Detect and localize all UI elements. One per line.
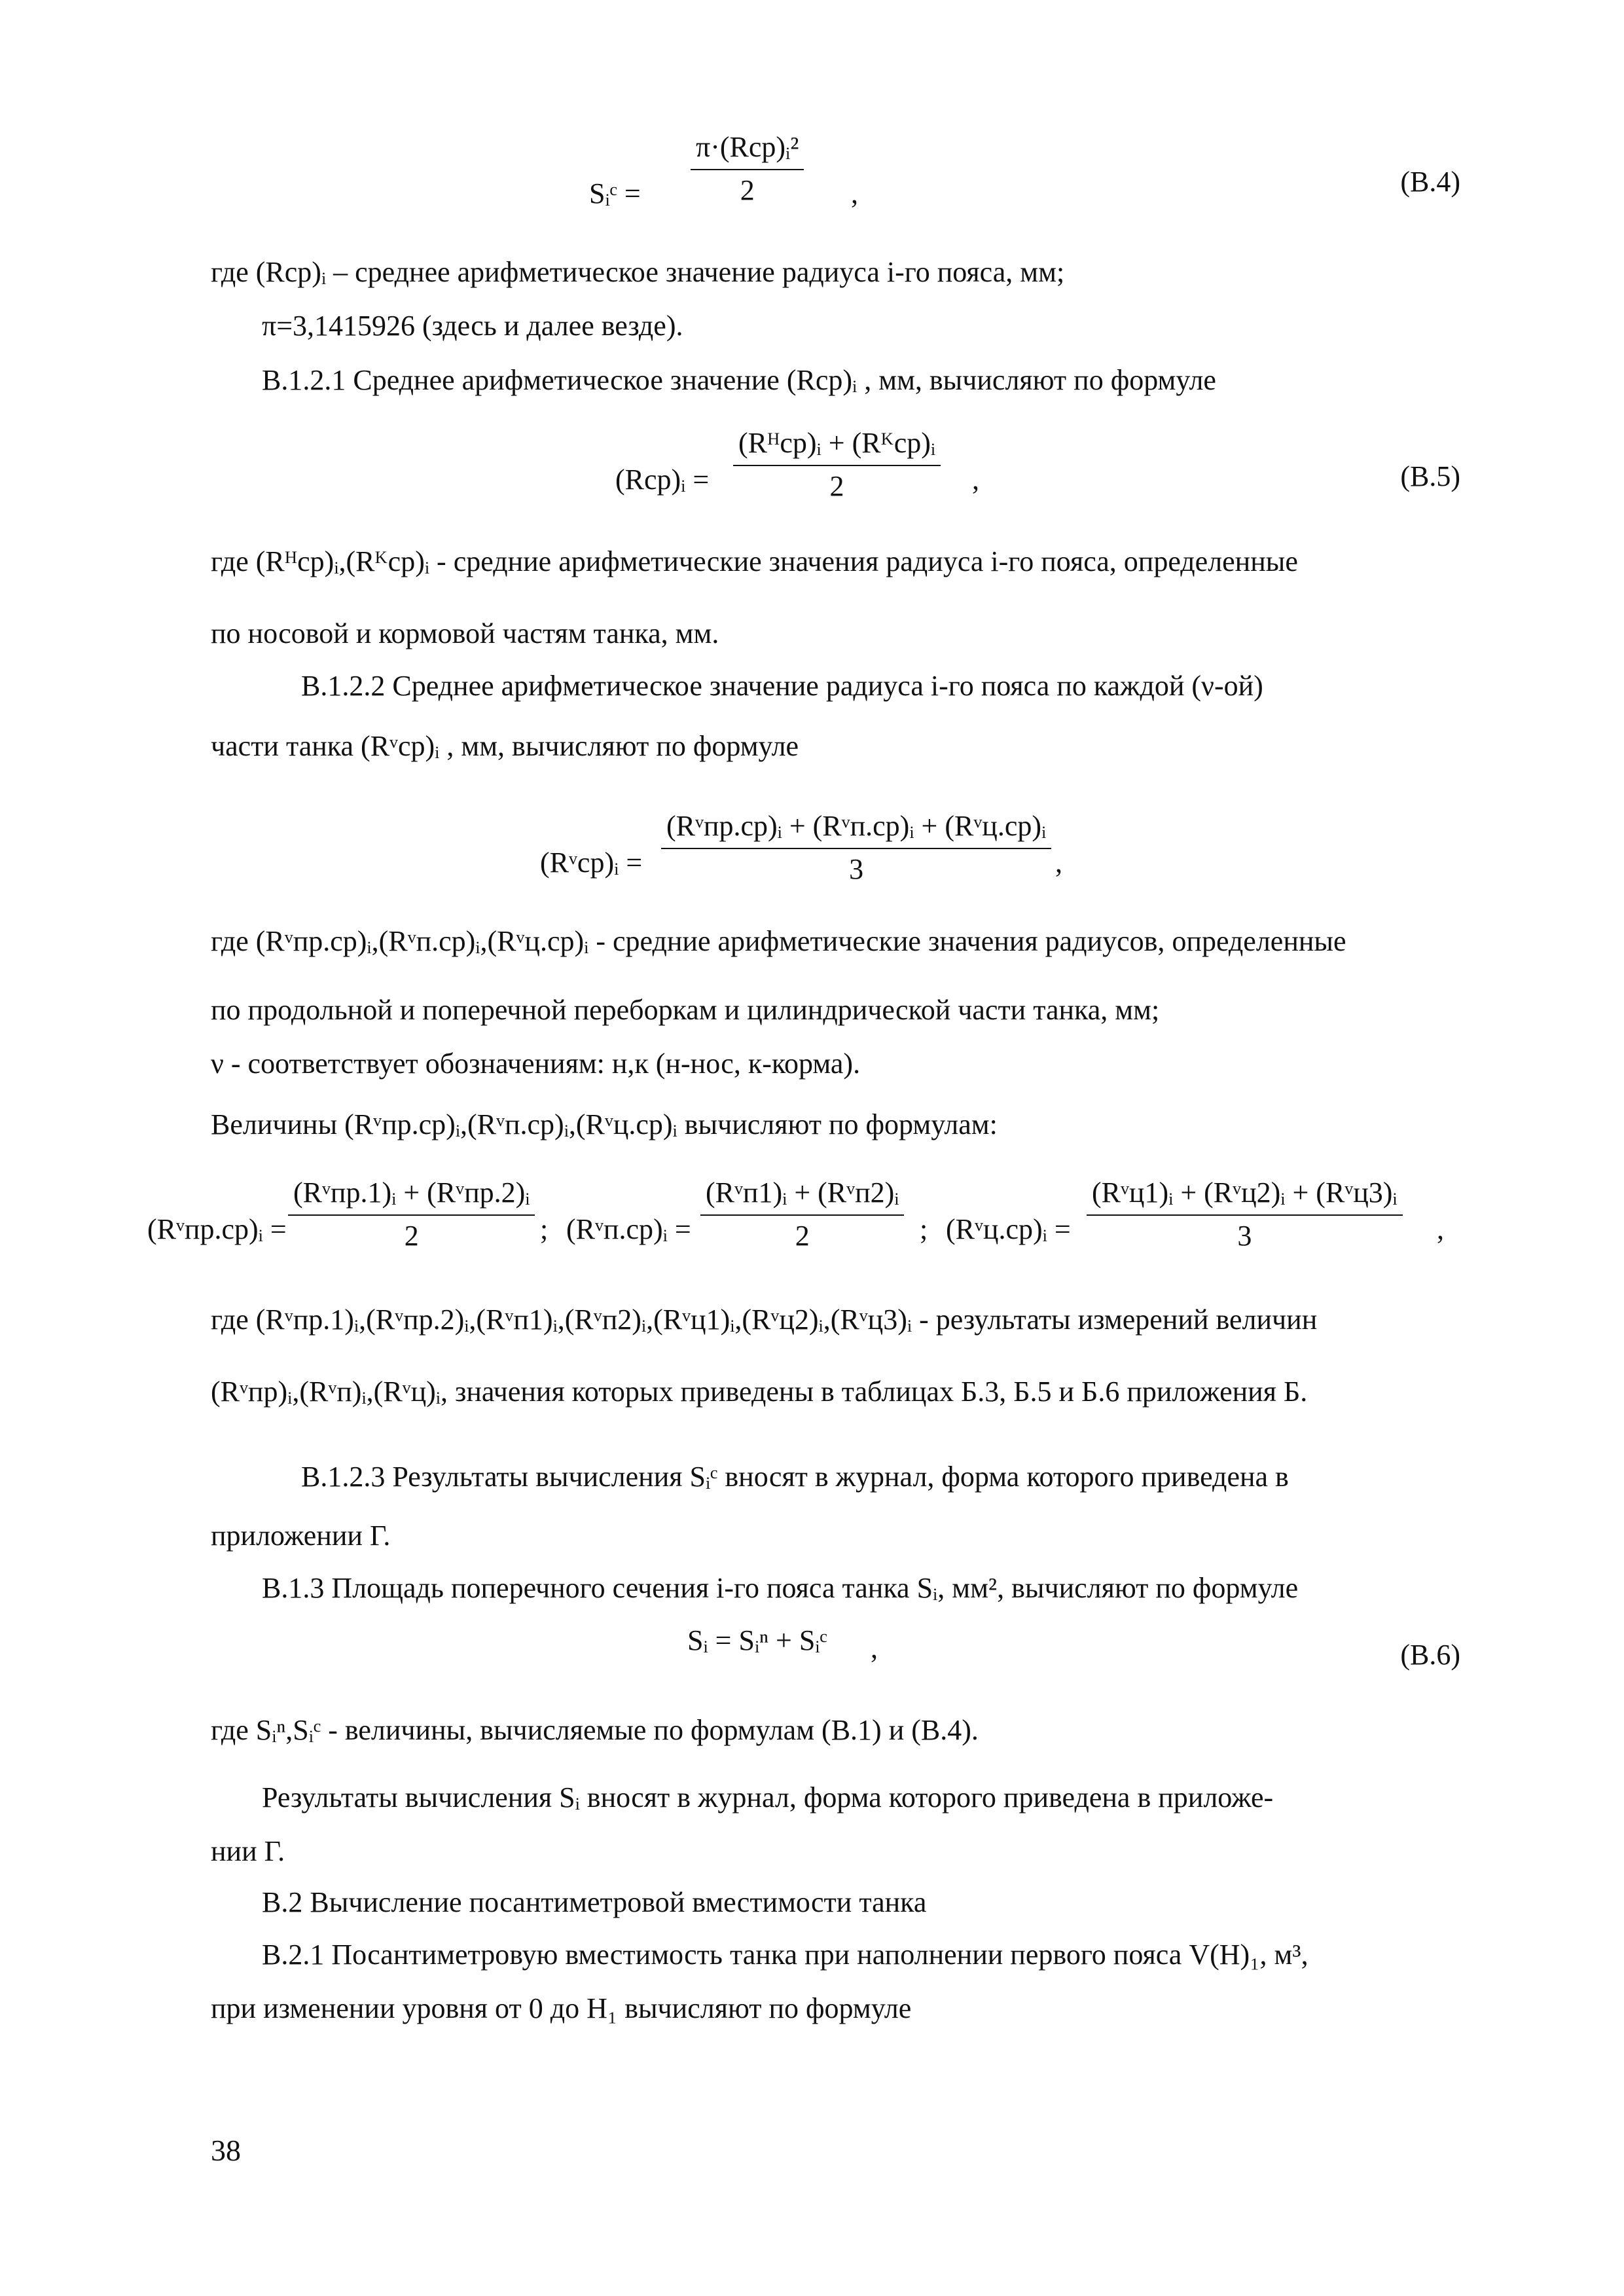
text-line-13: (Rᵛпр)ᵢ,(Rᵛп)ᵢ,(Rᵛц)ᵢ, значения которых приведены в таблицах Б.3, Б.5 и Б.6 приложения Б.	[211, 1376, 1308, 1408]
formula-b6: Sᵢ = Sᵢⁿ + Sᵢᶜ	[687, 1624, 827, 1656]
text-line-20: В.2 Вычисление посантиметровой вместимости танка	[262, 1886, 927, 1918]
formula-b4-denominator: 2	[740, 174, 755, 206]
formula-f2-sep: ;	[920, 1213, 928, 1245]
formula-f3-fraction	[1087, 1175, 1403, 1254]
text-line-12: где (Rᵛпр.1)ᵢ,(Rᵛпр.2)ᵢ,(Rᵛп1)ᵢ,(Rᵛп2)ᵢ,(Rᵛц1)ᵢ,(Rᵛц2)ᵢ,(Rᵛц3)ᵢ - результаты измерений величин	[211, 1303, 1318, 1336]
formula-nu-numerator: (Rᵛпр.ср)ᵢ + (Rᵛп.ср)ᵢ + (Rᵛц.ср)ᵢ	[661, 809, 1051, 849]
formula-b5-number: (В.5)	[1400, 460, 1460, 492]
formula-f1-lhs: (Rᵛпр.ср)ᵢ =	[147, 1213, 287, 1245]
formula-f3-lhs: (Rᵛц.ср)ᵢ =	[946, 1213, 1071, 1245]
formula-b5-lhs: (Rср)ᵢ =	[615, 464, 710, 496]
formula-f2-denominator: 2	[795, 1220, 810, 1252]
formula-f2-numerator: (Rᵛп1)ᵢ + (Rᵛп2)ᵢ	[700, 1175, 904, 1216]
formula-b5-fraction	[733, 426, 941, 504]
text-line-2: π=3,1415926 (здесь и далее везде).	[262, 310, 683, 342]
formula-b6-tail: ,	[871, 1632, 878, 1664]
formula-b5-tail: ,	[972, 464, 979, 496]
formula-b5-numerator: (Rᴴср)ᵢ + (Rᴷср)ᵢ	[733, 426, 941, 466]
text-line-7: части танка (Rᵛср)ᵢ , мм, вычисляют по формуле	[211, 730, 799, 762]
formula-nu-fraction	[661, 809, 1051, 887]
text-line-4: где (Rᴴср)ᵢ,(Rᴷср)ᵢ - средние арифметические значения радиуса i-го пояса, определенные	[211, 545, 1298, 577]
text-line-9: по продольной и поперечной переборкам и цилиндрической части танка, мм;	[211, 994, 1160, 1026]
formula-b6-number: (В.6)	[1400, 1639, 1460, 1671]
formula-nu-denominator: 3	[849, 853, 864, 885]
page-number: 38	[211, 2134, 241, 2167]
formula-f2-lhs: (Rᵛп.ср)ᵢ =	[566, 1213, 691, 1245]
formula-f1-fraction	[288, 1175, 535, 1254]
text-line-11: Величины (Rᵛпр.ср)ᵢ,(Rᵛп.ср)ᵢ,(Rᵛц.ср)ᵢ вычисляют по формулам:	[211, 1108, 998, 1140]
text-line-10: ν - соответствует обозначениям: н,к (н-нос, к-корма).	[211, 1048, 861, 1080]
formula-f1-sep: ;	[540, 1213, 549, 1245]
text-line-3: В.1.2.1 Среднее арифметическое значение (Rср)ᵢ , мм, вычисляют по формуле	[262, 364, 1216, 396]
formula-f1-denominator: 2	[404, 1220, 419, 1252]
text-line-14: В.1.2.3 Результаты вычисления Sᵢᶜ вносят в журнал, форма которого приведена в	[301, 1461, 1289, 1493]
formula-b4-number: (В.4)	[1400, 166, 1460, 198]
formula-f1-numerator: (Rᵛпр.1)ᵢ + (Rᵛпр.2)ᵢ	[288, 1175, 535, 1216]
text-line-17: где Sᵢⁿ,Sᵢᶜ - величины, вычисляемые по формулам (В.1) и (В.4).	[211, 1714, 979, 1746]
formula-b5-denominator: 2	[829, 470, 844, 502]
formula-f3-denominator: 3	[1237, 1220, 1252, 1252]
text-line-16: В.1.3 Площадь поперечного сечения i-го пояса танка Sᵢ, мм², вычисляют по формуле	[262, 1572, 1299, 1604]
formula-b4-lhs: Sᵢᶜ =	[589, 177, 641, 210]
formula-nu-tail: ,	[1055, 847, 1062, 879]
text-line-19: нии Г.	[211, 1835, 285, 1867]
formula-b4-fraction	[691, 130, 804, 208]
formula-f2-fraction	[700, 1175, 904, 1254]
formula-b4-tail: ,	[851, 177, 858, 210]
text-line-6: В.1.2.2 Среднее арифметическое значение радиуса i-го пояса по каждой (ν-ой)	[301, 670, 1263, 702]
text-line-22: при изменении уровня от 0 до H₁ вычисляют по формуле	[211, 1992, 912, 2024]
text-line-21: В.2.1 Посантиметровую вместимость танка при наполнении первого пояса V(H)₁, м³,	[262, 1939, 1308, 1971]
text-line-15: приложении Г.	[211, 1520, 391, 1552]
formula-nu-lhs: (Rᵛср)ᵢ =	[540, 847, 643, 879]
text-line-18: Результаты вычисления Sᵢ вносят в журнал, форма которого приведена в приложе-	[262, 1781, 1274, 1813]
text-line-8: где (Rᵛпр.ср)ᵢ,(Rᵛп.ср)ᵢ,(Rᵛц.ср)ᵢ - средние арифметические значения радиусов, определенные	[211, 925, 1346, 957]
formula-f3-sep: ,	[1437, 1213, 1444, 1245]
formula-b4-numerator: π·(Rср)ᵢ²	[691, 130, 804, 170]
text-line-5: по носовой и кормовой частям танка, мм.	[211, 617, 719, 649]
text-line-1: где (Rср)ᵢ – среднее арифметическое значение радиуса i-го пояса, мм;	[211, 256, 1065, 288]
formula-f3-numerator: (Rᵛц1)ᵢ + (Rᵛц2)ᵢ + (Rᵛц3)ᵢ	[1087, 1175, 1403, 1216]
